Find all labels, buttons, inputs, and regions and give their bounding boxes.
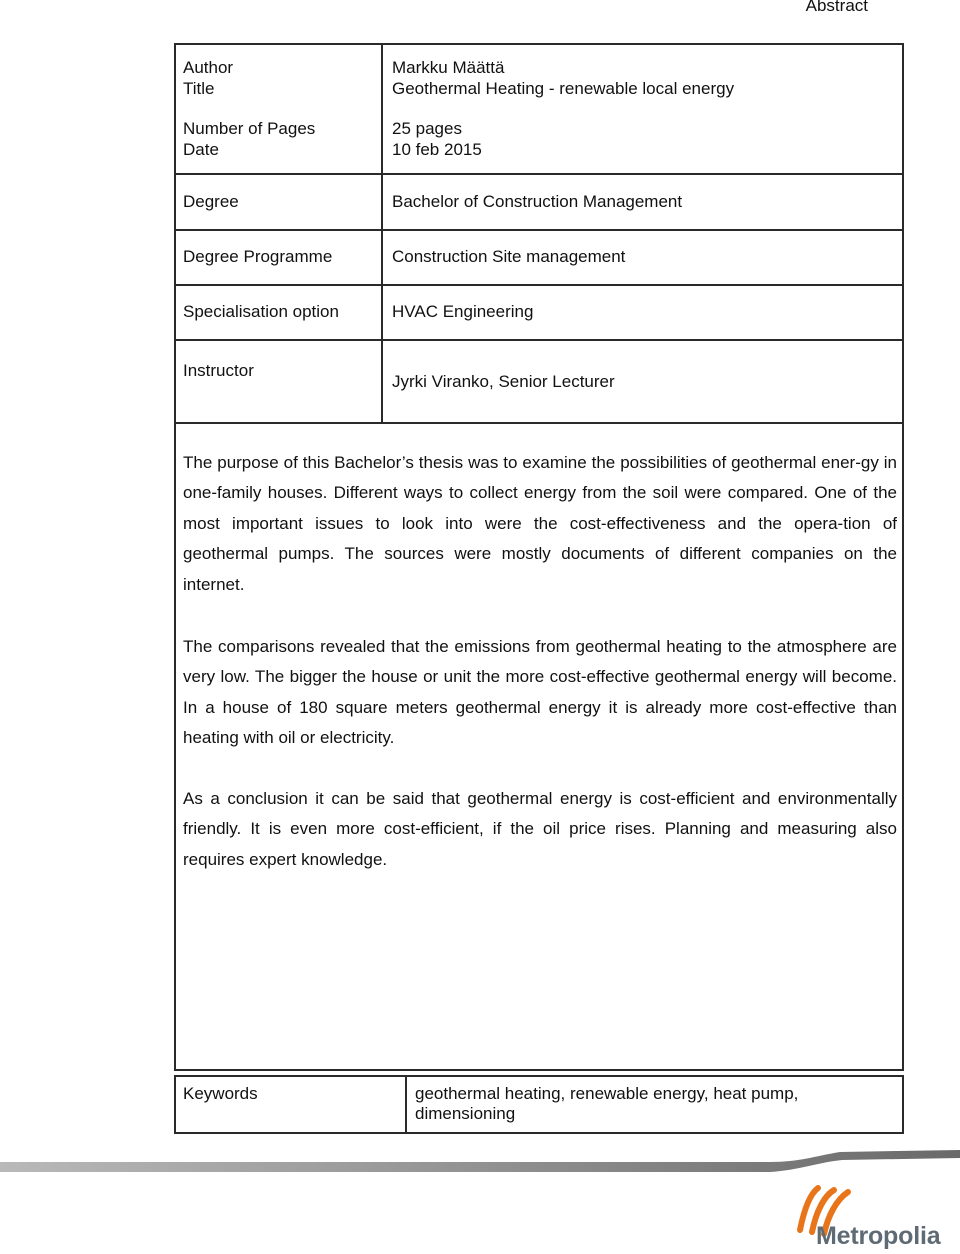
date-value: 10 feb 2015 xyxy=(392,140,482,159)
row-divider xyxy=(174,422,904,424)
specialisation-value: HVAC Engineering xyxy=(392,302,534,321)
pages-value: 25 pages xyxy=(392,119,462,138)
title-label: Title xyxy=(183,79,215,98)
page-header-abstract: Abstract xyxy=(805,0,868,15)
abstract-paragraph-1: The purpose of this Bachelor’s thesis was to examine the possibilities of geothermal ener-gy in one-family houses. Different ways to collect energy from the soil were compared. One of the most important issues to look into were the cost-effectiveness and the opera-tion of geothermal pumps. The sources were mostly documents of different companies on the internet. xyxy=(183,453,897,594)
row-divider xyxy=(174,229,904,231)
row-divider xyxy=(174,284,904,286)
date-label: Date xyxy=(183,140,219,159)
degree-label: Degree xyxy=(183,192,239,211)
column-divider xyxy=(381,43,383,423)
abstract-paragraph-3: As a conclusion it can be said that geothermal energy is cost-efficient and environmentally friendly. It is even more cost-efficient, if the oil price rises. Planning and measuring also requires expert knowledge. xyxy=(183,789,897,869)
programme-value: Construction Site management xyxy=(392,247,626,266)
abstract-paragraph-2: The comparisons revealed that the emissions from geothermal heating to the atmosphere are very low. The bigger the house or unit the more cost-effective geothermal energy will become. In a house of 180 square meters geothermal energy it is already more cost-effective than heating with oil or electricity. xyxy=(183,637,897,748)
instructor-label: Instructor xyxy=(183,361,254,380)
instructor-value: Jyrki Viranko, Senior Lecturer xyxy=(392,372,615,391)
row-divider xyxy=(174,339,904,341)
specialisation-label: Specialisation option xyxy=(183,302,339,321)
title-value: Geothermal Heating - renewable local energy xyxy=(392,79,735,98)
row-divider xyxy=(174,173,904,175)
degree-value: Bachelor of Construction Management xyxy=(392,192,683,211)
keywords-value: geothermal heating, renewable energy, heat pump, dimensioning xyxy=(415,1084,799,1123)
author-value: Markku Määttä xyxy=(392,58,505,77)
pages-label: Number of Pages xyxy=(183,119,316,138)
author-label: Author xyxy=(183,58,234,77)
keywords-divider xyxy=(405,1075,407,1134)
metropolia-logo-text: Metropolia xyxy=(816,1222,941,1250)
programme-label: Degree Programme xyxy=(183,247,333,266)
keywords-label: Keywords xyxy=(183,1084,258,1103)
